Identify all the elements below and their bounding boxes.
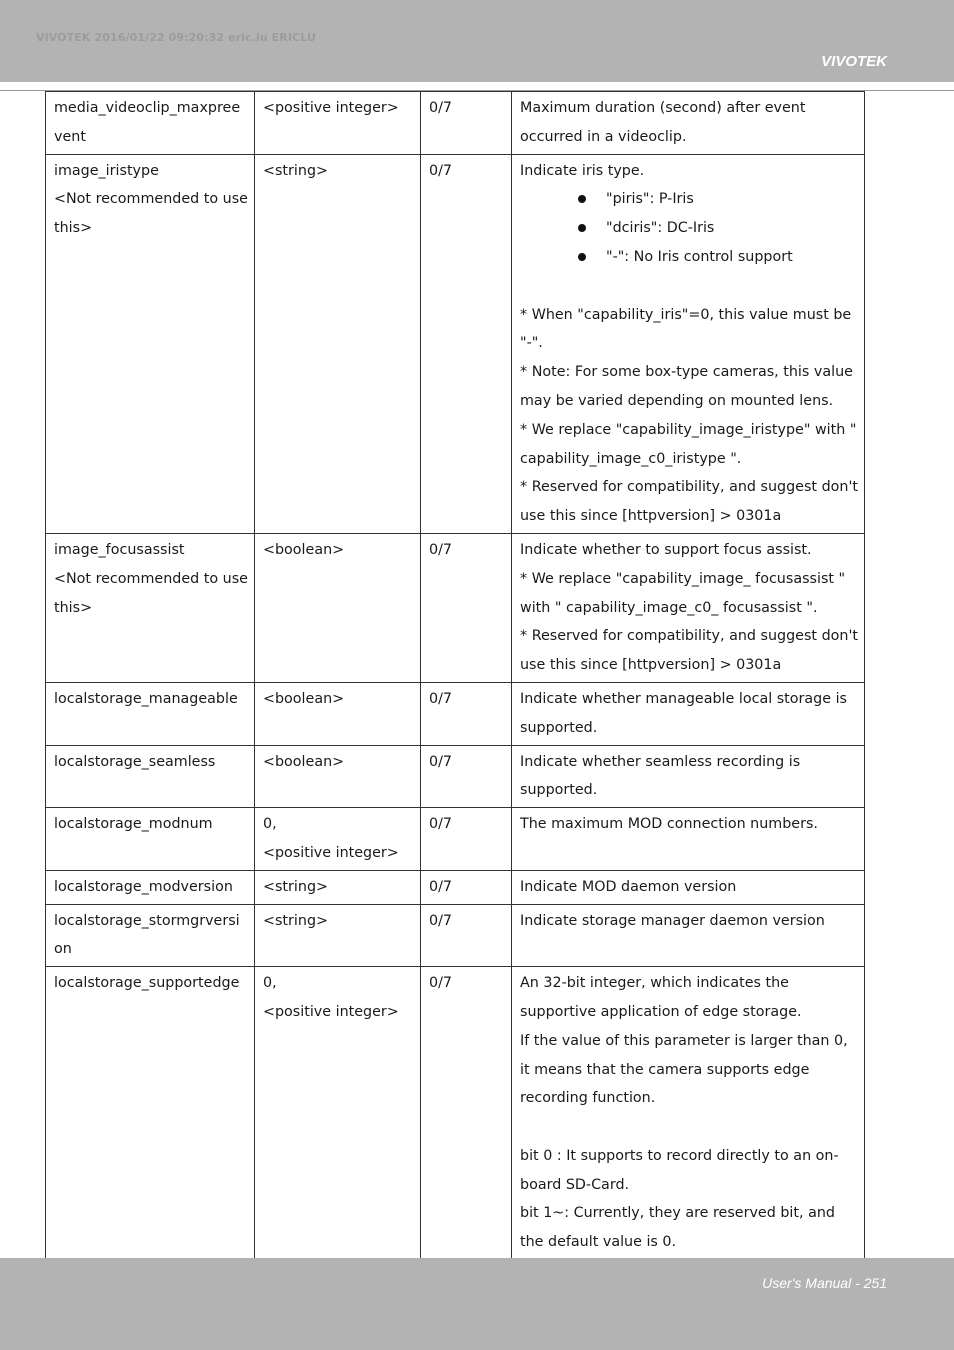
param-description-cell: [512, 682, 865, 745]
param-value-cell: [255, 533, 421, 682]
param-name-cell: [46, 967, 255, 1260]
param-name-cell: [46, 904, 255, 967]
param-description: Maximum duration (second) after event occurred in a videoclip.: [520, 100, 806, 145]
param-name: localstorage_supportedge: [54, 975, 240, 992]
description-note: bit 1~: Currently, they are reserved bit, and the default value is 0.: [520, 1205, 835, 1251]
param-security-cell: [421, 904, 512, 967]
param-security-cell: [421, 682, 512, 745]
param-value-cell: [255, 682, 421, 745]
param-description-cell: [512, 870, 865, 904]
description-note: bit 0 : It supports to record directly to an on-board SD-Card.: [520, 1147, 839, 1193]
description-note: * Note: For some box-type cameras, this value may be varied depending on mounted lens.: [520, 364, 853, 409]
watermark-text: VIVOTEK 2016/01/22 09:20:32 eric.lu ERICLU: [36, 31, 316, 44]
spacer: [520, 1113, 860, 1142]
param-value-cell: [255, 967, 421, 1260]
param-security-cell: [421, 745, 512, 808]
description-note: * We replace "capability_image_ focusassist " with " capability_image_c0_ focusassist ".: [520, 570, 846, 616]
param-description-cell: [512, 967, 865, 1260]
param-description: Indicate whether manageable local storage is supported.: [520, 690, 847, 736]
param-description-cell: [512, 904, 865, 967]
bullet-item: "dciris": DC-Iris: [520, 214, 860, 243]
param-value: <positive integer>: [263, 100, 399, 116]
param-description: Indicate storage manager daemon version: [520, 912, 825, 929]
param-value: <string>: [263, 912, 328, 929]
param-description-cell: [512, 745, 865, 808]
param-value-cell: [255, 904, 421, 967]
param-value: <string>: [263, 878, 328, 895]
param-name: image_iristype: [54, 162, 159, 179]
param-security-cell: [421, 808, 512, 871]
param-name-cell: [46, 745, 255, 808]
table-row: [46, 967, 865, 1260]
bullet-item: "-": No Iris control support: [520, 243, 860, 272]
param-name-cell: [46, 92, 255, 155]
param-value: <string>: [263, 162, 328, 179]
table-row: [46, 92, 865, 155]
param-name-note: <Not recommended to use this>: [54, 570, 248, 616]
description-note: * Reserved for compatibility, and suggest don't use this since [httpversion] > 0301a: [520, 628, 858, 674]
param-name: image_focusassist: [54, 541, 185, 558]
param-name: localstorage_manageable: [54, 690, 238, 707]
param-value-cell: [255, 92, 421, 155]
param-value: <boolean>: [263, 541, 345, 558]
param-security-cell: [421, 92, 512, 155]
param-security-cell: [421, 154, 512, 533]
param-name-note: <Not recommended to use this>: [54, 191, 248, 237]
param-description: An 32-bit integer, which indicates the supportive application of edge storage.: [520, 975, 802, 1020]
param-value-cell: [255, 154, 421, 533]
bullet-item: "piris": P-Iris: [520, 185, 860, 214]
param-value: <boolean>: [263, 690, 345, 707]
param-security: 0/7: [429, 100, 453, 116]
brand-logo-text: VIVOTEK: [821, 53, 887, 70]
param-value: <boolean>: [263, 753, 345, 770]
param-name: media_videoclip_maxpreevent: [54, 100, 241, 145]
param-name-cell: [46, 808, 255, 871]
description-note: * Reserved for compatibility, and suggest don't use this since [httpversion] > 0301a: [520, 479, 858, 525]
param-description-cell: [512, 533, 865, 682]
param-description: Indicate whether seamless recording is supported.: [520, 753, 801, 799]
param-security-cell: [421, 870, 512, 904]
param-description: The maximum MOD connection numbers.: [520, 816, 818, 833]
param-description: Indicate iris type.: [520, 162, 645, 179]
param-description-cell: [512, 92, 865, 155]
param-security-cell: [421, 533, 512, 682]
param-description: If the value of this parameter is larger than 0, it means that the camera supports edge recording function.: [520, 1032, 848, 1107]
param-value-cell: [255, 745, 421, 808]
param-security: 0/7: [429, 878, 453, 895]
page-footer: [0, 1258, 954, 1350]
table-row: [46, 154, 865, 533]
param-name: localstorage_modnum: [54, 816, 213, 833]
param-security: 0/7: [429, 162, 453, 179]
param-name: localstorage_modversion: [54, 878, 233, 895]
param-security: 0/7: [429, 975, 453, 992]
table-row: [46, 904, 865, 967]
param-value-cell: [255, 808, 421, 871]
page-number: User's Manual - 251: [762, 1275, 887, 1291]
param-description-cell: [512, 808, 865, 871]
description-note: * We replace "capability_image_iristype" with " capability_image_c0_iristype ".: [520, 421, 857, 467]
param-description: Indicate MOD daemon version: [520, 878, 737, 895]
param-value: 0,: [263, 975, 277, 992]
description-note: * When "capability_iris"=0, this value must be "-".: [520, 306, 852, 352]
param-value: 0,: [263, 816, 277, 833]
param-name: localstorage_seamless: [54, 753, 216, 770]
param-description-cell: [512, 154, 865, 533]
table-row: [46, 745, 865, 808]
param-security: 0/7: [429, 753, 453, 770]
param-security: 0/7: [429, 912, 453, 929]
table-row: [46, 682, 865, 745]
param-name-cell: [46, 870, 255, 904]
parameter-table: [45, 91, 865, 1260]
param-value: <positive integer>: [263, 1003, 399, 1020]
param-name-cell: [46, 682, 255, 745]
param-name-cell: [46, 154, 255, 533]
param-value-cell: [255, 870, 421, 904]
spacer: [520, 272, 860, 301]
param-description: Indicate whether to support focus assist.: [520, 541, 812, 558]
table-row: [46, 533, 865, 682]
param-security: 0/7: [429, 541, 453, 558]
param-value: <positive integer>: [263, 844, 399, 861]
param-security: 0/7: [429, 690, 453, 707]
table-row: [46, 870, 865, 904]
param-security-cell: [421, 967, 512, 1260]
param-name: localstorage_stormgrversion: [54, 912, 240, 958]
table-row: [46, 808, 865, 871]
param-name-cell: [46, 533, 255, 682]
param-security: 0/7: [429, 816, 453, 833]
